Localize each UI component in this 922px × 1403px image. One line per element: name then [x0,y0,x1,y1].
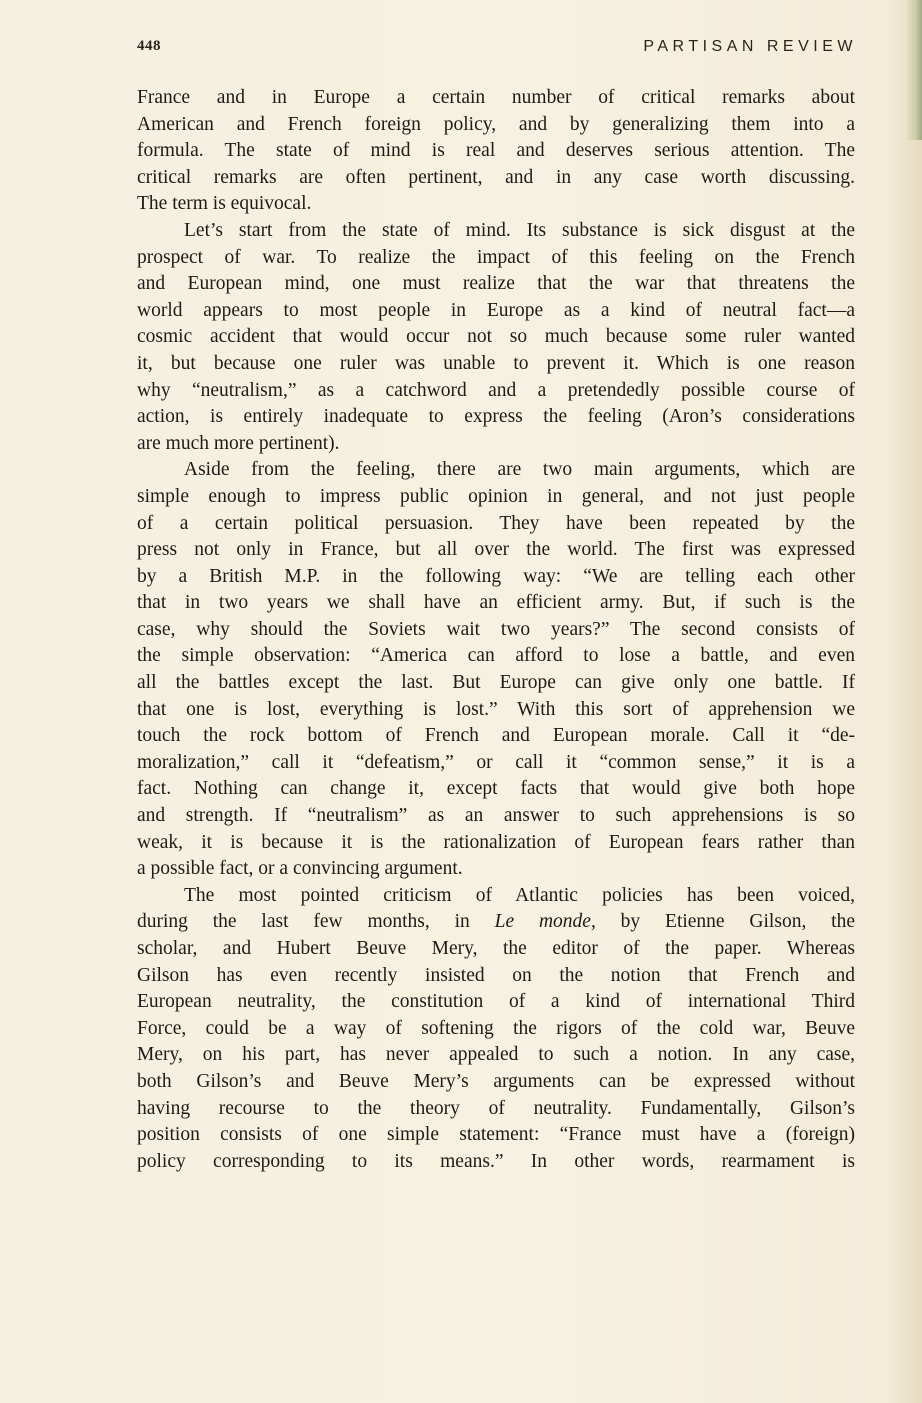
text-line: position consists of one simple statement: “France must have a (foreign) [137,1124,855,1146]
text-line: The term is equivocal. [137,193,312,215]
body-text [137,85,855,1175]
text-line: prospect of war. To realize the impact of this feeling on the French [137,246,855,268]
text-line: cosmic accident that would occur not so much because some ruler wanted [137,326,855,348]
text-line: Mery, on his part, has never appealed to such a notion. In any case, [137,1044,855,1066]
text-line: France and in Europe a certain number of critical remarks about [137,87,855,108]
text-line: why “neutralism,” as a catchword and a pretendedly possible course of [137,379,855,401]
text-line: and European mind, one must realize that the war that threatens the [137,273,855,295]
text-line: that in two years we shall have an efficient army. But, if such is the [137,592,855,614]
page-edge-shadow [906,0,922,140]
text-line: scholar, and Hubert Beuve Mery, the editor of the paper. Whereas [137,938,855,959]
text-line: European neutrality, the constitution of a kind of international Third [137,991,855,1013]
text-line: simple enough to impress public opinion in general, and not just people [137,485,855,507]
text-line: case, why should the Soviets wait two years?” The second consists of [137,618,855,640]
page-header [137,38,857,62]
text-line: Aside from the feeling, there are two main arguments, which are [184,459,855,481]
text-line: and strength. If “neutralism” as an answer to such apprehensions is so [137,805,855,827]
text-line: having recourse to the theory of neutrality. Fundamentally, Gilson’s [137,1097,855,1119]
text-segment: during the last few months, in [137,911,495,933]
text-line: American and French foreign policy, and by generalizing them into a [137,113,855,135]
text-line: press not only in France, but all over the world. The first was expressed [137,539,855,561]
text-line: the simple observation: “America can afford to lose a battle, and even [137,645,855,667]
text-line: Let’s start from the state of mind. Its substance is sick disgust at the [184,219,855,241]
text-line: critical remarks are often pertinent, and in any case worth discussing. [137,166,855,188]
text-line: weak, it is because it is the rationalization of European fears rather than [137,831,855,853]
text-line: policy corresponding to its means.” In other words, rearmament is [137,1150,855,1172]
text-line: The most pointed criticism of Atlantic policies has been voiced, [184,884,855,906]
publication-title: Le monde, [494,911,596,933]
running-head: PARTISAN REVIEW [643,38,857,55]
page-number: 448 [137,38,161,54]
text-line: it, but because one ruler was unable to prevent it. Which is one reason [137,352,855,374]
text-line: Gilson has even recently insisted on the notion that French and [137,964,855,986]
text-line: all the battles except the last. But Europe can give only one battle. If [137,672,855,694]
text-line: formula. The state of mind is real and deserves serious attention. The [137,140,855,162]
text-line: are much more pertinent). [137,432,340,454]
text-segment: by Etienne Gilson, the [595,911,855,933]
text-line: both Gilson’s and Beuve Mery’s arguments can be expressed without [137,1070,855,1092]
text-line [137,909,855,936]
text-line: fact. Nothing can change it, except facts that would give both hope [137,778,855,800]
text-line: world appears to most people in Europe as a kind of neutral fact—a [137,299,855,321]
text-line: moralization,” call it “defeatism,” or call it “common sense,” it is a [137,751,855,773]
text-line: that one is lost, everything is lost.” With this sort of apprehension we [137,698,855,720]
text-line: action, is entirely inadequate to express the feeling (Aron’s considerations [137,406,855,428]
text-line: of a certain political persuasion. They have been repeated by the [137,512,855,534]
text-line: by a British M.P. in the following way: “We are telling each other [137,565,855,587]
text-line: Force, could be a way of softening the rigors of the cold war, Beuve [137,1017,855,1039]
text-line: a possible fact, or a convincing argument. [137,858,463,880]
text-line: touch the rock bottom of French and European morale. Call it “de- [137,725,855,747]
